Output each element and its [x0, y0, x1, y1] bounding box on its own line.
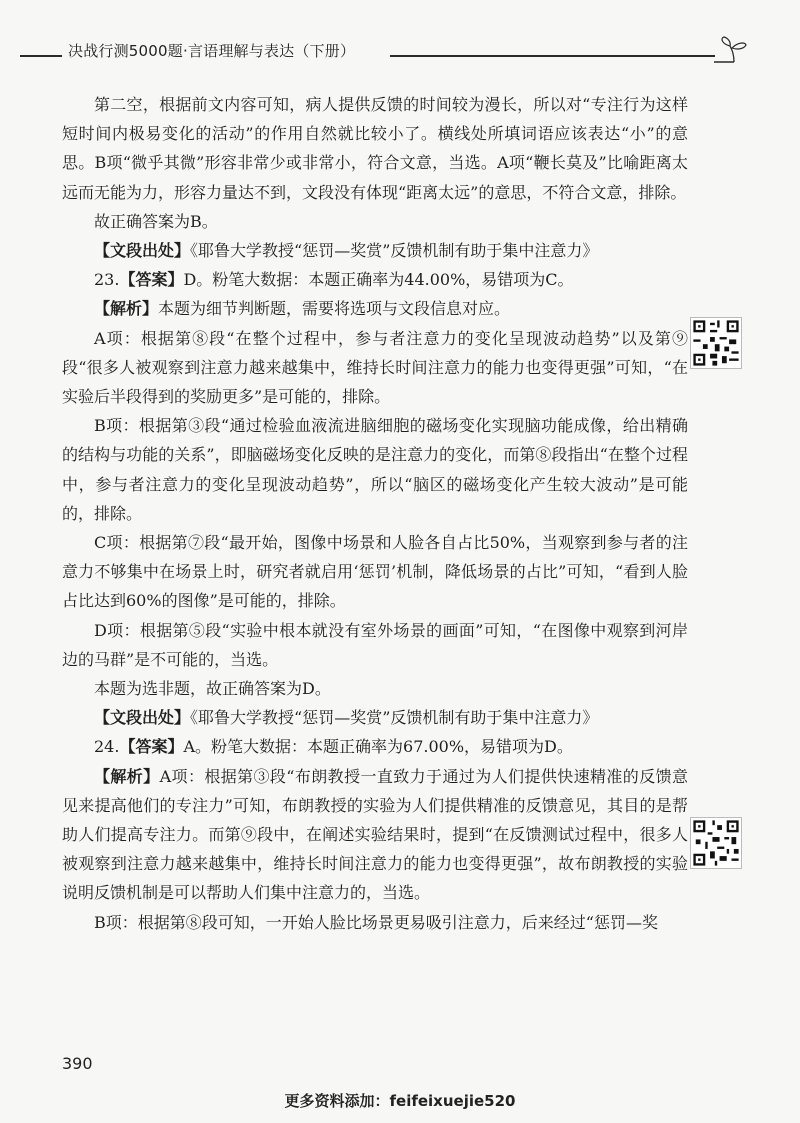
- answer-label: 【答案】: [119, 270, 184, 290]
- sprout-icon: [712, 36, 752, 66]
- book-title: 决战行测5000题·言语理解与表达（下册）: [68, 42, 356, 60]
- paragraph: A项：根据第⑧段“在整个过程中，参与者注意力的变化呈现波动趋势”以及第⑨段“很多人被观察到注意力越来越集中，维持长时间注意力的能力也变得更强”可知，“在实验后半段得到的奖励更多”是可能的，排除。: [62, 328, 688, 407]
- source-label: 【文段出处】: [94, 241, 191, 261]
- answer-text: A。粉笔大数据：本题正确率为67.00%，易错项为D。: [183, 737, 573, 757]
- paragraph: B项：根据第③段“通过检验血液流进脑细胞的磁场变化实现脑功能成像，给出精确的结构与功能的关系”，即脑磁场变化反映的是注意力的变化，而第⑧段指出“在整个过程中，参与者注意力的变化呈现波动趋势”，所以“脑区的磁场变化产生较大波动”是可能的，排除。: [62, 416, 688, 523]
- analysis-label: 【解析】: [94, 299, 159, 319]
- analysis-line: [62, 294, 688, 323]
- qr-code-icon: [690, 817, 742, 869]
- analysis-label: 【解析】: [94, 766, 160, 786]
- page-content: [62, 90, 688, 937]
- analysis-text: 本题为细节判断题，需要将选项与文段信息对应。: [158, 299, 511, 319]
- paragraph: 本题为选非题，故正确答案为D。: [94, 679, 331, 699]
- footer-note: 更多资料添加：feifeixuejie520: [284, 1092, 516, 1110]
- source-line: [62, 236, 688, 265]
- page-header: [20, 38, 770, 68]
- analysis-text: A项：根据第③段“布朗教授一直致力于通过为人们提供快速精准的反馈意见来提高他们的专注力”可知，布朗教授的实验为人们提供精准的反馈意见，其目的是帮助人们提高专注力。而第⑨段中，在阐述实验结果时，提到“在反馈测试过程中，很多人被观察到注意力越来越集中，维持长时间注意力的能力也变得更强”，故布朗教授的实验说明反馈机制是可以帮助人们集中注意力的，当选。: [62, 766, 688, 903]
- answer-text: D。粉笔大数据：本题正确率为44.00%，易错项为C。: [183, 270, 574, 290]
- source-label: 【文段出处】: [94, 708, 191, 728]
- question-number: 24.: [94, 737, 120, 757]
- paragraph: 故正确答案为B。: [94, 211, 218, 231]
- paragraph: B项：根据第⑧段可知，一开始人脸比场景更易吸引注意力，后来经过“惩罚—奖: [94, 912, 658, 932]
- header-rule-left: [20, 55, 62, 57]
- source-text: 《耶鲁大学教授“惩罚—奖赏”反馈机制有助于集中注意力》: [190, 241, 599, 261]
- page-number: 390: [62, 1054, 93, 1073]
- paragraph: C项：根据第⑦段“最开始，图像中场景和人脸各自占比50%，当观察到参与者的注意力不够集中在场景上时，研究者就启用‘惩罚’机制，降低场景的占比”可知，“看到人脸占比达到60%的图像”是可能的，排除。: [62, 533, 688, 611]
- answer-line: [62, 265, 688, 294]
- paragraph: D项：根据第⑤段“实验中根本就没有室外场景的画面”可知，“在图像中观察到河岸边的马群”是不可能的，当选。: [62, 620, 688, 669]
- paragraph: 第二空，根据前文内容可知，病人提供反馈的时间较为漫长，所以对“专注行为这样短时间内极易变化的活动”的作用自然就比较小了。横线处所填词语应该表达“小”的意思。B项“微乎其微”形容非常少或非常小，符合文意，当选。A项“鞭长莫及”比喻距离太远而无能为力，形容力量达不到，文段没有体现“距离太远”的意思，不符合文意，排除。: [62, 95, 688, 202]
- source-line: [62, 703, 688, 732]
- analysis-line: [62, 762, 688, 908]
- header-rule-right: [390, 55, 715, 57]
- source-text: 《耶鲁大学教授“惩罚—奖赏”反馈机制有助于集中注意力》: [190, 708, 599, 728]
- answer-label: 【答案】: [119, 737, 184, 757]
- answer-line: [62, 732, 688, 761]
- question-number: 23.: [94, 270, 120, 290]
- qr-code-icon: [690, 317, 742, 369]
